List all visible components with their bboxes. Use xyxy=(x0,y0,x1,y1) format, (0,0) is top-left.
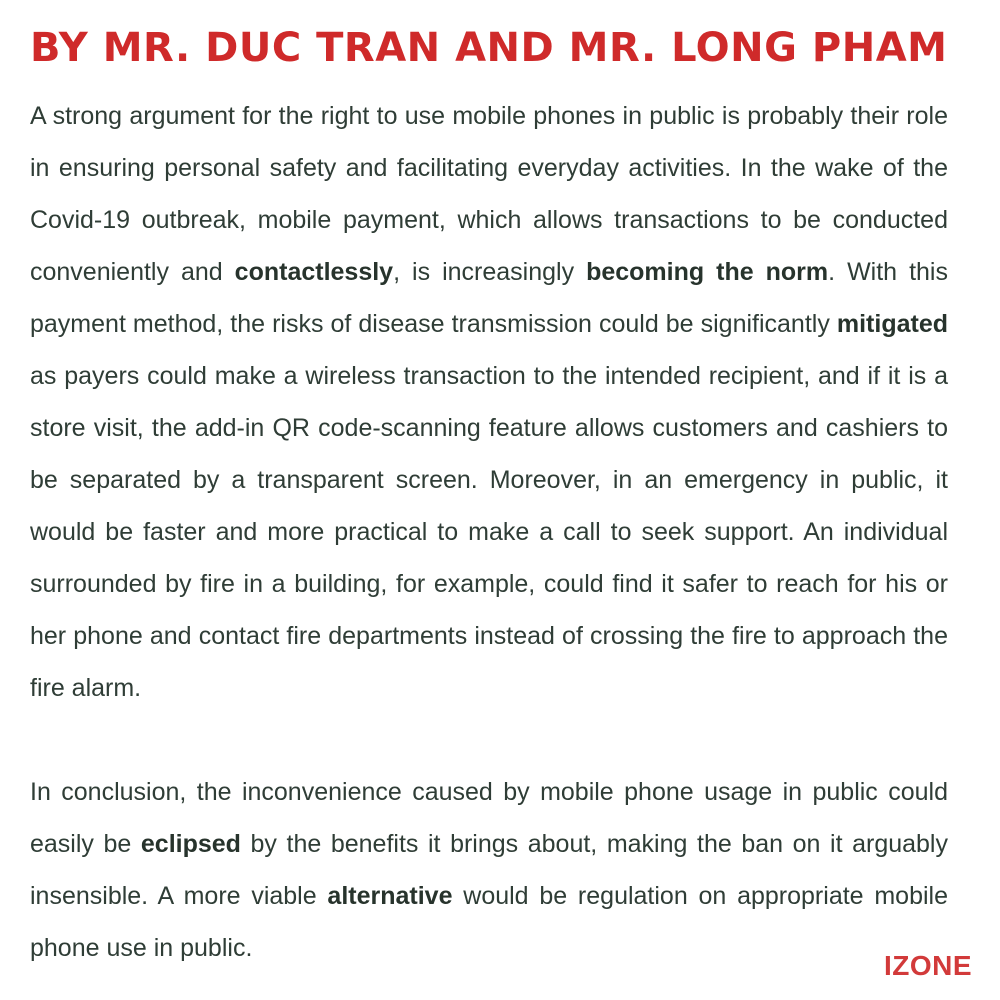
paragraph-2-text-3: would be regulation on appropriate mobile phone use in public. xyxy=(30,882,948,962)
keyword-becoming-the-norm: becoming the norm xyxy=(586,258,829,286)
body-paragraph-1 xyxy=(30,90,948,714)
keyword-eclipsed: eclipsed xyxy=(140,830,241,858)
paragraph-2-text-1: In conclusion, the inconvenience caused by mobile phone usage in public could easily be xyxy=(30,778,948,858)
keyword-alternative: alternative xyxy=(327,882,453,910)
paragraph-1-text-4: as payers could make a wireless transaction to the intended recipient, and if it is a store visit, the add-in QR code-scanning feature allows customers and cashiers to be separated by a transparent screen. Moreover, in an emergency in public, it would be faster and more practical to make a call to seek support. An individual surrounded by fire in a building, for example, could find it safer to reach for his or her phone and contact fire departments instead of crossing the fire to approach the fire alarm. xyxy=(30,362,948,702)
paragraph-spacer xyxy=(30,714,948,766)
paragraph-1-text-1: A strong argument for the right to use mobile phones in public is probably their role in ensuring personal safety and facilitating everyday activities. In the wake of the Covid-19 outbreak, mobile payment, which allows transactions to be conducted conveniently and xyxy=(30,102,948,286)
paragraph-2-text-2: by the benefits it brings about, making the ban on it arguably insensible. A more viable xyxy=(30,830,948,910)
paragraph-1-text-2: , is increasingly xyxy=(393,258,587,286)
body-paragraph-2 xyxy=(30,766,948,974)
author-title: BY MR. DUC TRAN AND MR. LONG PHAM xyxy=(30,25,948,71)
paragraph-1-text-3: . With this payment method, the risks of disease transmission could be significantly xyxy=(30,258,948,338)
keyword-mitigated: mitigated xyxy=(836,310,948,338)
keyword-contactlessly: contactlessly xyxy=(234,258,394,286)
izone-logo: IZONE xyxy=(883,950,972,981)
